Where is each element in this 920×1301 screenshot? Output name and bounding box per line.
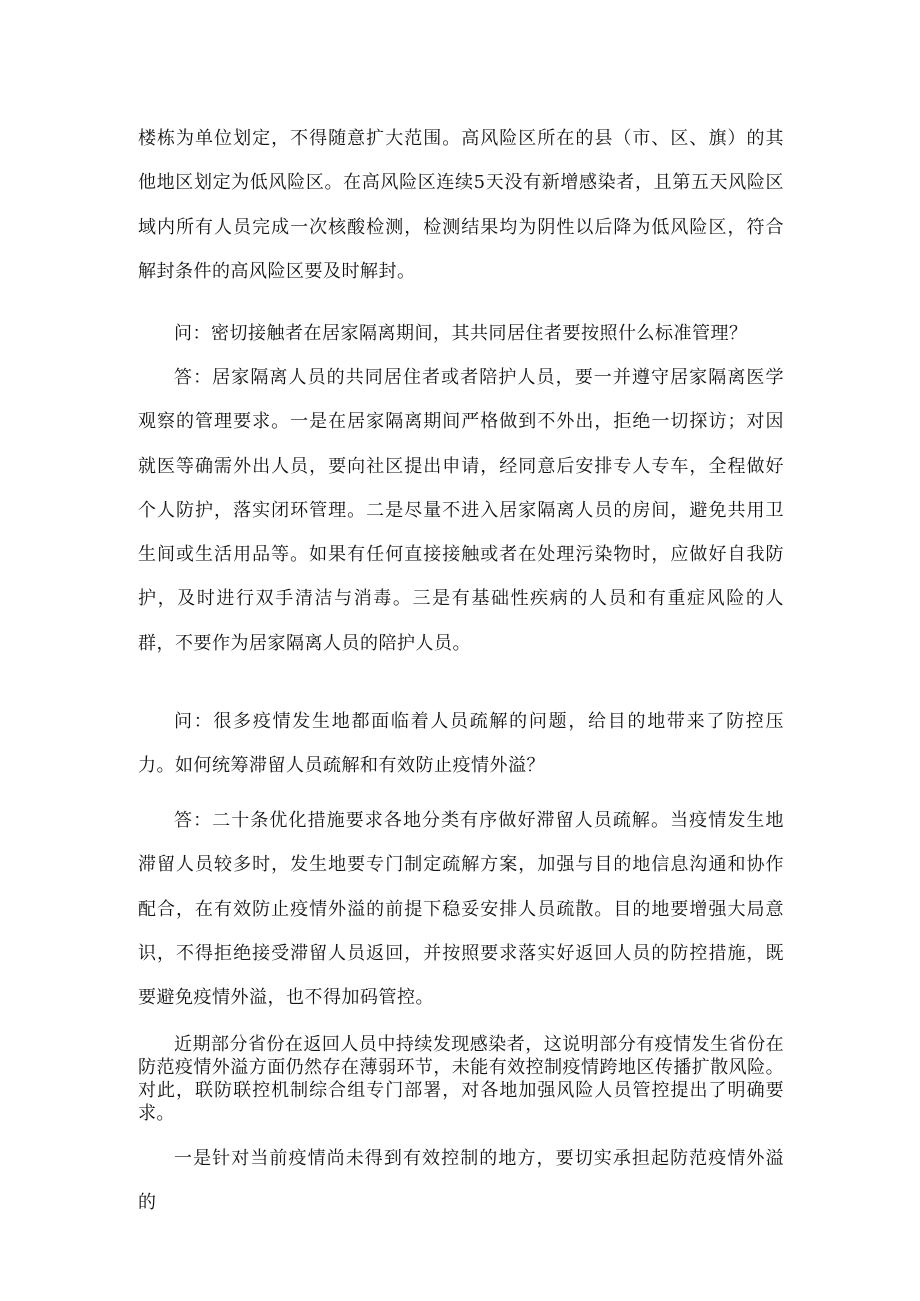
paragraph-risk-zone-continuation: 楼栋为单位划定，不得随意扩大范围。高风险区所在的县（市、区、旗）的其他地区划定为低风险区。在高风险区连续5天没有新增感染者，且第五天风险区域内所有人员完成一次核酸检测，检测结果均为阴性以后降为低风险区，符合解封条件的高风险区要及时解封。 <box>138 128 784 282</box>
answer-stranded-people: 答：二十条优化措施要求各地分类有序做好滞留人员疏解。当疫情发生地滞留人员较多时，发生地要专门制定疏解方案，加强与目的地信息沟通和协作配合，在有效防止疫情外溢的前提下稳妥安排人员疏散。目的地要增强大局意识，不得拒绝接受滞留人员返回，并按照要求落实好返回人员的防控措施，既要避免疫情外溢，也不得加码管控。 <box>138 810 784 1009</box>
paragraph-point-one: 一是针对当前疫情尚未得到有效控制的地方，要切实承担起防范疫情外溢的 <box>138 1148 784 1214</box>
question-cohabitants: 问：密切接触者在居家隔离期间，其共同居住者要按照什么标准管理？ <box>174 323 748 344</box>
question-stranded-people: 问：很多疫情发生地都面临着人员疏解的问题，给目的地带来了防控压力。如何统筹滞留人员疏解和有效防止疫情外溢？ <box>138 711 784 777</box>
answer-cohabitants: 答：居家隔离人员的共同居住者或者陪护人员，要一并遵守居家隔离医学观察的管理要求。一是在居家隔离期间严格做到不外出，拒绝一切探访；对因就医等确需外出人员，要向社区提出申请，经同意后安排专人专车，全程做好个人防护，落实闭环管理。二是尽量不进入居家隔离人员的房间，避免共用卫生间或生活用品等。如果有任何直接接触或者在处理污染物时，应做好自我防护，及时进行双手清洁与消毒。三是有基础性疾病的人员和有重症风险的人群，不要作为居家隔离人员的陪护人员。 <box>138 367 784 654</box>
paragraph-returning-infections: 近期部分省份在返回人员中持续发现感染者，这说明部分有疫情发生省份在防范疫情外溢方面仍然存在薄弱环节，未能有效控制疫情跨地区传播扩散风险。对此，联防联控机制综合组专门部署，对各地加强风险人员管控提出了明确要求。 <box>138 1034 784 1124</box>
